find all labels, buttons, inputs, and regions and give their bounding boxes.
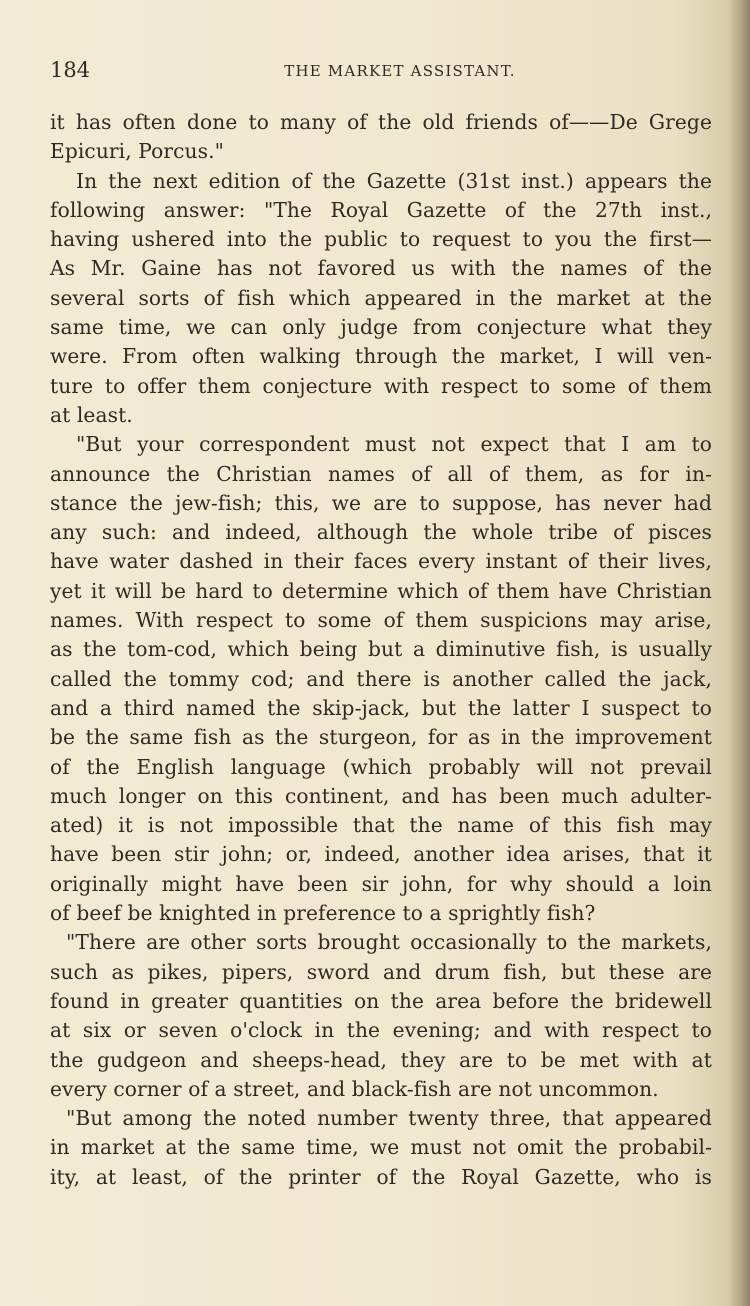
text-line: and a third named the skip-jack, but the latter I suspect to [50, 695, 712, 720]
text-line: have water dashed in their faces every instant of their lives, [50, 549, 712, 574]
page-edge-shadow [728, 0, 750, 1306]
text-line: in market at the same time, we must not omit the probabil- [50, 1135, 712, 1160]
text-line: announce the Christian names of all of them, as for in- [50, 461, 712, 486]
text-line: "But among the noted number twenty three, that appeared [66, 1106, 712, 1131]
text-line: ity, at least, of the printer of the Royal Gazette, who is [50, 1164, 712, 1189]
text-line: stance the jew-fish; this, we are to suppose, has never had [50, 490, 712, 515]
text-line: ture to offer them conjecture with respect to some of them [50, 373, 712, 398]
text-line: it has often done to many of the old friends of——De Grege [50, 110, 712, 134]
text-line: such as pikes, pipers, sword and drum fish, but these are [50, 959, 712, 984]
text-line: yet it will be hard to determine which of them have Christian [50, 578, 712, 603]
page-number: 184 [50, 58, 91, 82]
text-line: As Mr. Gaine has not favored us with the names of the [50, 256, 712, 281]
text-line: every corner of a street, and black-fish are not uncommon. [50, 1076, 659, 1101]
text-line: same time, we can only judge from conjecture what they [50, 315, 712, 340]
running-head: THE MARKET ASSISTANT. [284, 62, 516, 80]
text-line: any such: and indeed, although the whole tribe of pisces [50, 520, 712, 545]
text-line: Epicuri, Porcus." [50, 139, 225, 164]
text-line: be the same fish as the sturgeon, for as in the improvement [50, 725, 712, 750]
text-line: names. With respect to some of them suspicions may arise, [50, 608, 712, 633]
text-line: originally might have been sir john, for why should a loin [50, 871, 712, 896]
text-line: In the next edition of the Gazette (31st inst.) appears the [76, 168, 712, 193]
text-line: "But your correspondent must not expect that I am to [76, 432, 712, 457]
text-line: ated) it is not impossible that the name of this fish may [50, 813, 712, 838]
text-line: having ushered into the public to request to you the first— [50, 227, 712, 252]
text-line: much longer on this continent, and has been much adulter- [50, 783, 712, 808]
text-line: as the tom-cod, which being but a diminutive fish, is usually [50, 637, 712, 662]
body-text [50, 108, 712, 1192]
text-line: "There are other sorts brought occasionally to the markets, [66, 930, 712, 955]
text-line: were. From often walking through the market, I will ven- [50, 344, 712, 369]
text-line: have been stir john; or, indeed, another idea arises, that it [50, 842, 712, 867]
text-line: the gudgeon and sheeps-head, they are to be met with at [50, 1047, 712, 1072]
text-line: called the tommy cod; and there is another called the jack, [50, 666, 712, 691]
text-line: at six or seven o'clock in the evening; and with respect to [50, 1018, 712, 1043]
text-line: found in greater quantities on the area before the bridewell [50, 988, 712, 1013]
text-line: of beef be knighted in preference to a sprightly fish? [50, 901, 596, 926]
text-line: several sorts of fish which appeared in the market at the [50, 285, 712, 310]
text-line: following answer: "The Royal Gazette of the 27th inst., [50, 197, 712, 222]
text-line: at least. [50, 402, 133, 427]
page-header [50, 58, 710, 86]
text-line: of the English language (which probably will not prevail [50, 754, 712, 779]
